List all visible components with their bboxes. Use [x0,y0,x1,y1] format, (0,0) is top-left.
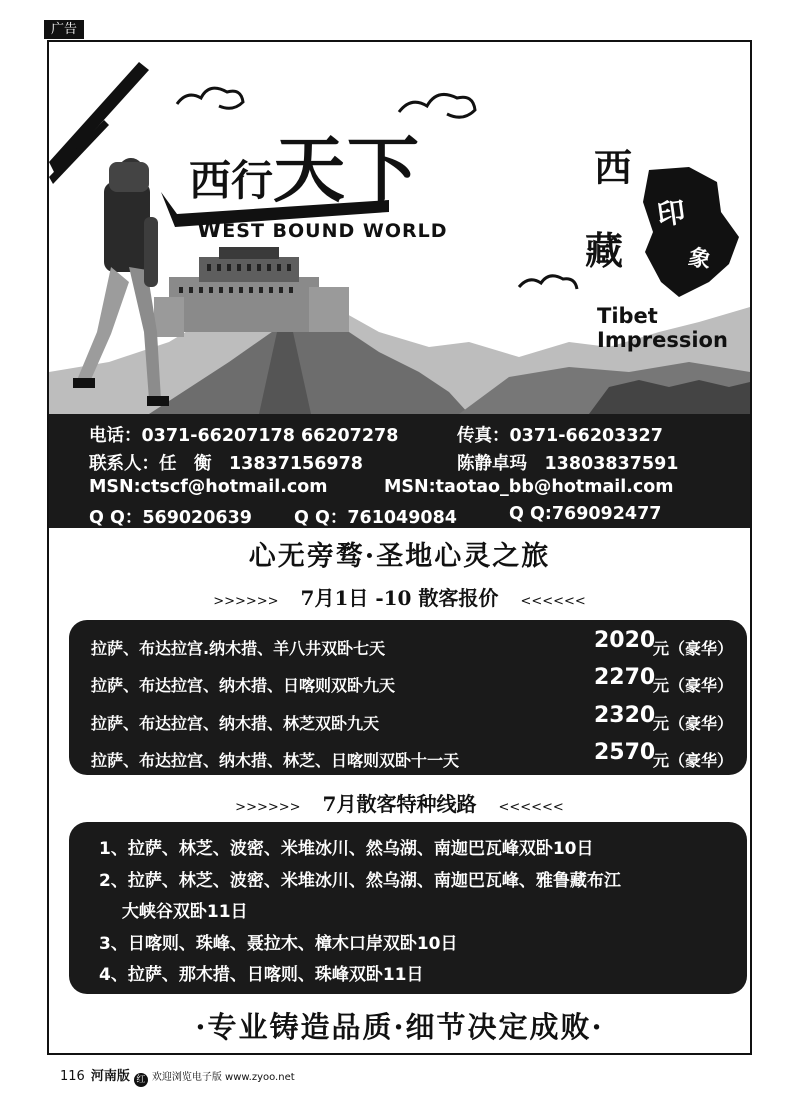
fax-text: 传真：0371-66203327 [457,426,663,446]
price-row: 拉萨、布达拉宫.纳木措、羊八井双卧七天 2020 元（豪华） [91,628,734,658]
tibet-title-xi: 西 [594,145,633,190]
special-route-item: 大峡谷双卧11日 [99,902,248,922]
ad-tag: 广告 [44,20,84,39]
price-row: 拉萨、布达拉宫、纳木措、日喀则双卧九天 2270 元（豪华） [91,665,734,695]
page-number: 116 [60,1069,85,1084]
price-list [69,620,747,775]
edition-label: 河南版 [90,1069,130,1084]
special-route-item: 3、日喀则、珠峰、聂拉木、樟木口岸双卧10日 [99,934,458,954]
tibet-map-shape [643,167,739,297]
tibet-title-english: Tibet Impression [597,304,728,352]
website-text: 欢迎浏览电子版 www.zyoo.net [151,1072,295,1083]
ad-frame [47,40,752,1055]
qq-3: Q Q:769092477 [509,504,662,524]
contact-person-1: 联系人：任 衡 13837156978 [89,454,363,474]
tibet-title-zang: 藏 [585,228,624,273]
special-section-heading: >>>>>> 7月散客特种线路 <<<<<< [235,792,564,816]
special-route-item: 4、拉萨、那木措、日喀则、珠峰双卧11日 [99,965,424,985]
hero-banner [49,42,750,414]
page-footer [60,1065,295,1087]
title-english: WEST BOUND WORLD [197,218,448,243]
tibet-title-yin: 印 [655,195,688,232]
tibet-title-xiang: 象 [686,243,714,274]
slogan-top: 心无旁骛·圣地心灵之旅 [248,541,551,572]
msn-2: MSN:taotao_bb@hotmail.com [384,477,674,497]
contact-panel [49,414,750,528]
magazine-logo-icon: 红 [134,1073,148,1087]
qq-1: Q Q：569020639 [89,508,252,528]
phone-text: 电话：0371-66207178 66207278 [89,426,399,446]
price-row: 拉萨、布达拉宫、纳木措、林芝、日喀则双卧十一天 2570 元（豪华） [91,740,734,770]
special-route-item: 1、拉萨、林芝、波密、米堆冰川、然乌湖、南迦巴瓦峰双卧10日 [99,839,594,859]
price-row: 拉萨、布达拉宫、纳木措、林芝双卧九天 2320 元（豪华） [91,703,734,733]
price-section-heading: >>>>>> 7月1日 -10 散客报价 <<<<<< [213,586,586,610]
special-routes-list [69,822,747,994]
msn-1: MSN:ctscf@hotmail.com [89,477,328,497]
qq-2: Q Q：761049084 [294,508,457,528]
title-chinese: 西行天下 [189,127,422,212]
contact-person-2: 陈静卓玛 13803837591 [457,454,679,474]
slogan-bottom: ·专业铸造品质·细节决定成败· [195,1010,604,1044]
special-route-item: 2、拉萨、林芝、波密、米堆冰川、然乌湖、南迦巴瓦峰、雅鲁藏布江 [99,871,621,891]
